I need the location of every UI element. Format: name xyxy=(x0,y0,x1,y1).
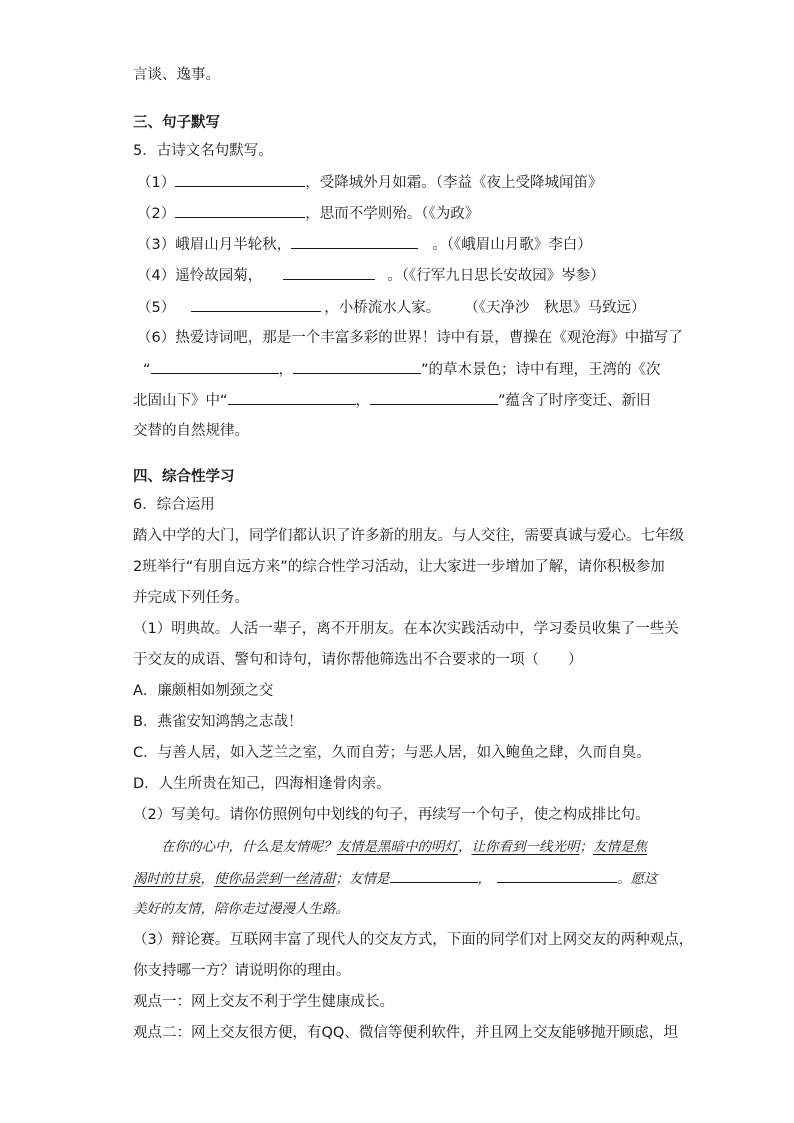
answer-blank[interactable] xyxy=(175,172,305,187)
poem-item-2 xyxy=(137,203,479,224)
answer-blank[interactable] xyxy=(497,868,617,883)
poem-item-5 xyxy=(137,297,645,318)
poem-item-3 xyxy=(137,234,592,255)
question-title: 6．综合运用 xyxy=(133,497,215,513)
item-text: 峨眉山月半轮秋， xyxy=(175,237,292,253)
section-title: 三、句子默写 xyxy=(133,115,220,131)
answer-blank[interactable] xyxy=(191,297,321,312)
intro-line: 并完成下列任务。 xyxy=(133,590,249,606)
answer-blank[interactable] xyxy=(293,359,421,374)
option-d[interactable]: D．人生所贵在知己，四海相逢骨肉亲。 xyxy=(133,776,391,792)
viewpoint-2: 观点二：网上交友很方便，有QQ、微信等便利软件，并且网上交友能够抛开顾虑，坦 xyxy=(133,1025,678,1041)
answer-blank[interactable] xyxy=(291,234,418,249)
item-number: （4） xyxy=(137,268,176,284)
intro-line: 踏入中学的大门，同学们都认识了许多新的朋友。与人交往，需要真诚与爱心。七年级 xyxy=(133,528,684,544)
item-text: ，思而不学则殆。（《为政》 xyxy=(305,206,480,222)
item-text: 。（《行军九日思长安故园》岑参） xyxy=(387,268,605,284)
option-c[interactable]: C．与善人居，如入芝兰之室，久而自芳；与恶人居，如入鲍鱼之肆，久而自臭。 xyxy=(133,745,651,761)
example-line-1: 在你的心中，什么是友情呢？友情是黑暗中的明灯，让你看到一线光明；友情是焦 xyxy=(161,839,647,855)
answer-blank[interactable] xyxy=(283,265,375,280)
option-a[interactable]: A．廉颇相如刎颈之交 xyxy=(133,683,274,699)
question-title: 5．古诗文名句默写。 xyxy=(133,143,273,159)
viewpoint-1: 观点一：网上交友不利于学生健康成长。 xyxy=(133,994,394,1010)
answer-blank[interactable] xyxy=(390,868,478,883)
underlined-phrase: 友情是黑暗中的明灯 xyxy=(336,839,458,855)
task1-line: 于交友的成语、警句和诗句，请你帮他筛选出不合要求的一项（ ） xyxy=(133,652,583,668)
poem-item-4 xyxy=(137,265,605,286)
task3-line: 你支持哪一方？请说明你的理由。 xyxy=(133,963,351,979)
task3-line: （3）辩论赛。互联网丰富了现代人的交友方式，下面的同学们对上网交友的两种观点， xyxy=(133,932,694,948)
intro-line: 2班举行“有朋自远方来”的综合性学习活动，让大家进一步增加了解，请你积极参加 xyxy=(133,559,665,575)
option-b[interactable]: B．燕雀安知鸿鹄之志哉！ xyxy=(133,714,303,730)
item-number: （3） xyxy=(137,237,176,253)
item-number: （5） xyxy=(137,300,176,316)
item-text: ，小桥流水人家。 xyxy=(324,300,441,316)
item-number: （1） xyxy=(137,175,176,191)
item-source: （《天净沙 秋思》马致远） xyxy=(464,300,646,316)
answer-blank[interactable] xyxy=(175,203,305,218)
answer-blank[interactable] xyxy=(370,390,498,405)
task2-line: （2）写美句。请你仿照例句中划线的句子，再续写一个句子，使之构成排比句。 xyxy=(133,807,650,823)
task1-line: （1）明典故。人活一辈子，离不开朋友。在本次实践活动中，学习委员收集了一些关 xyxy=(133,621,679,637)
item-text: ，受降城外月如霜。（李益《夜上受降城闻笛》 xyxy=(305,175,603,191)
item-text: 。（《峨眉山月歌》李白） xyxy=(432,237,592,253)
text-line: 言谈、逸事。 xyxy=(133,67,220,83)
poem-item-6-line3: 北固山下》中“ ， ”蕴含了时序变迁、新旧 xyxy=(133,390,651,411)
answer-blank[interactable] xyxy=(228,390,356,405)
underlined-phrase: 友情是焦 xyxy=(593,839,647,855)
poem-item-6-line4: 交替的自然规律。 xyxy=(133,423,249,439)
answer-blank[interactable] xyxy=(151,359,279,374)
item-number: （2） xyxy=(137,206,176,222)
example-line-2: 渴时的甘泉，使你品尝到一丝清甜；友情是 ， 。愿这 xyxy=(133,868,658,889)
item-text: 遥怜故园菊， xyxy=(175,268,263,284)
poem-item-6: （6）热爱诗词吧，那是一个丰富多彩的世界！诗中有景，曹操在《观沧海》中描写了 xyxy=(137,330,683,346)
example-line-3: 美好的友情，陪你走过漫漫人生路。 xyxy=(133,901,349,917)
poem-item-6-line2: “ ， ”的草木景色；诗中有理，王湾的《次 xyxy=(143,359,661,380)
underlined-phrase: 渴时的甘泉 xyxy=(133,871,201,887)
poem-item-1 xyxy=(137,172,602,193)
underlined-phrase: 让你看到一线光明 xyxy=(471,839,580,855)
underlined-phrase: 使你品尝到一丝清甜 xyxy=(214,871,336,887)
section-title: 四、综合性学习 xyxy=(133,469,235,485)
